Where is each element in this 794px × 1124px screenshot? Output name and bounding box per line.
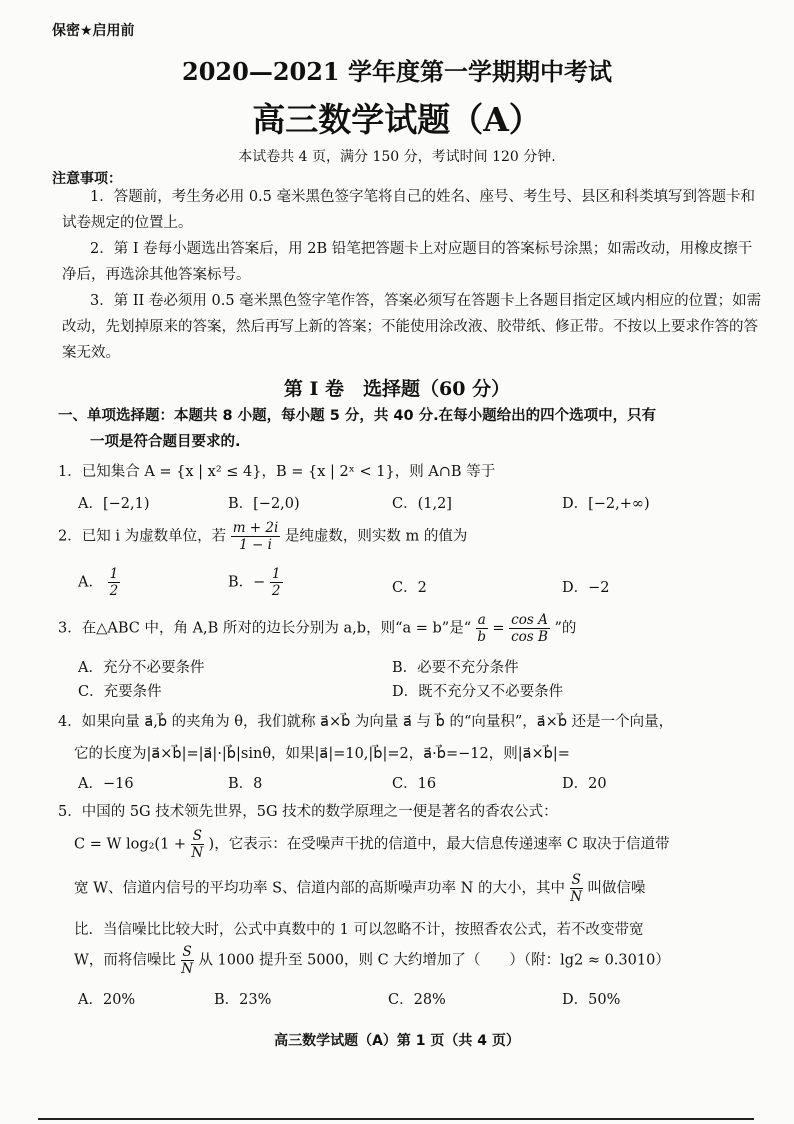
question-5-line-4: 比．当信噪比比较大时，公式中真数中的 1 可以忽略不计，按照香农公式，若不改变带宽 [74,922,644,938]
question-1-text: 1．已知集合 A = {x | x² ≤ 4}，B = {x | 2ˣ < 1}，则 A∩B 等于 [58,464,496,480]
question-4-option-c: C．16 [392,776,437,792]
notice-item-3: 3．第 II 卷必须用 0.5 毫米黑色签字笔作答，答案必须写在答题卡上各题目指定区域内相应的位置；如需改动，先划掉原来的答案，然后再写上新的答案；不能使用涂改液、胶带纸、修正带。不按以上要求作答的答案无效。 [62,293,762,361]
question-5-formula-line [74,828,670,861]
question-3-fraction-cos [509,612,550,645]
question-2-option-b-fraction [270,566,283,599]
question-5-formula-numerator: S [192,828,202,844]
section-title: 第 I 卷 选择题（60 分） [283,378,511,400]
notice-item-2: 2．第 I 卷每小题选出答案后，用 2B 铅笔把答题卡上对应题目的答案标号涂黑；如需改动，用橡皮擦干净后，再选涂其他答案标号。 [62,241,753,283]
question-5-option-d: D．50% [562,992,621,1008]
question-5-line-3 [74,872,645,905]
question-4-option-b: B．8 [228,776,263,792]
question-3-fraction-ab [476,612,488,645]
question-1-option-a: A．[−2,1) [78,496,150,512]
exam-info: 本试卷共 4 页，满分 150 分，考试时间 120 分钟. [238,149,556,165]
question-3-fraction-cos-denominator: cos B [511,629,548,645]
question-5-option-a: A．20% [78,992,136,1008]
question-5-line-3-after: 叫做信噪 [587,880,646,897]
question-5-line-5-numerator: S [182,944,192,960]
part-heading-line2: 一项是符合题目要求的. [90,434,241,450]
question-2-option-d: D．−2 [562,580,610,596]
notice-heading: 注意事项： [52,171,122,187]
question-5-formula-fraction [191,828,204,861]
question-2-option-a-numerator: 1 [109,566,119,582]
notice-item-1: 1．答题前，考生务必用 0.5 毫米黑色签字笔将自己的姓名、座号、考生号、县区和科类填写到答题卡和试卷规定的位置上。 [62,189,755,231]
question-5-formula-before: C = W log₂(1 + [74,836,187,853]
question-2-option-a [78,566,120,599]
question-5-formula-denominator: N [191,845,204,861]
question-5-line-5 [74,944,670,977]
question-3-option-c: C．充要条件 [78,684,162,700]
question-5-line-3-before: 宽 W、信道内信号的平均功率 S、信道内部的高斯噪声功率 N 的大小，其中 [74,880,565,897]
question-1-option-c: C．(1,2] [392,496,452,512]
confidential-label: 保密★启用前 [52,23,135,39]
question-4-option-a: A．−16 [78,776,134,792]
question-3-option-d: D．既不充分又不必要条件 [392,684,564,700]
question-2-fraction [231,520,281,553]
question-3-fraction-cos-numerator: cos A [511,612,548,628]
question-2-option-a-denominator: 2 [109,583,119,599]
question-2-fraction-denominator: 1 − i [239,537,272,553]
page-footer: 高三数学试题（A）第 1 页（共 4 页） [274,1033,520,1049]
question-5-line-5-before: W，而将信噪比 [74,952,176,969]
question-5-option-c: C．28% [388,992,446,1008]
question-5-line-1: 5．中国的 5G 技术领先世界，5G 技术的数学原理之一便是著名的香农公式： [58,804,558,820]
part-heading-line1: 一、单项选择题：本题共 8 小题，每小题 5 分，共 40 分.在每小题给出的四个选项中，只有 [58,408,657,424]
question-2-option-b [228,566,283,599]
question-3-fraction-ab-denominator: b [477,629,487,645]
question-5-option-b: B．23% [214,992,272,1008]
question-2-option-b-numerator: 1 [271,566,281,582]
question-5-line-3-denominator: N [570,889,583,905]
question-3-option-a: A．充分不必要条件 [78,660,205,676]
question-1-option-b: B．[−2,0) [228,496,300,512]
question-2-text-after: 是纯虚数，则实数 m 的值为 [284,528,468,545]
question-5-line-3-fraction [570,872,583,905]
question-3-text-before: 3．在△ABC 中，角 A,B 所对的边长分别为 a,b，则“a = b”是“ [58,620,472,637]
question-2-option-a-label: A． [78,574,103,591]
question-2-text [58,520,467,553]
question-2-option-a-fraction [108,566,121,599]
question-3-text [58,612,576,645]
question-5-formula-after: )，它表示：在受噪声干扰的信道中，最大信息传递速率 C 取决于信道带 [208,836,670,853]
question-5-line-5-denominator: N [181,961,194,977]
subject-title: 高三数学试题（A） [252,100,542,139]
question-5-line-5-after: 从 1000 提升至 5000，则 C 大约增加了（ ）（附：lg2 ≈ 0.3010） [198,952,670,969]
question-2-option-b-label: B．− [228,574,266,591]
question-3-fraction-ab-numerator: a [477,612,486,628]
question-3-text-after: ”的 [554,620,577,637]
question-1-option-d: D．[−2,+∞) [562,496,650,512]
question-5-line-5-fraction [181,944,194,977]
question-2-option-b-denominator: 2 [271,583,281,599]
question-2-option-c: C．2 [392,580,427,596]
question-2-fraction-numerator: m + 2i [232,520,279,536]
question-3-option-b: B．必要不充分条件 [392,660,519,676]
question-3-equals: = [492,620,505,637]
question-5-line-3-numerator: S [571,872,581,888]
exam-title: 2020—2021 学年度第一学期期中考试 [182,57,612,86]
question-4-line-2: 它的长度为|a⃗×b⃗|=|a⃗|·|b⃗|sinθ，如果|a⃗|=10,|b⃗|=2，a⃗·b⃗=−12，则|a⃗×b⃗|= [74,746,570,762]
question-2-text-before: 2．已知 i 为虚数单位，若 [58,528,227,545]
question-4-line-1: 4．如果向量 a⃗,b⃗ 的夹角为 θ，我们就称 a⃗×b⃗ 为向量 a⃗ 与 b⃗ 的“向量积”，a⃗×b⃗ 还是一个向量， [58,714,674,730]
question-4-option-d: D．20 [562,776,607,792]
bottom-rule [38,1118,754,1120]
